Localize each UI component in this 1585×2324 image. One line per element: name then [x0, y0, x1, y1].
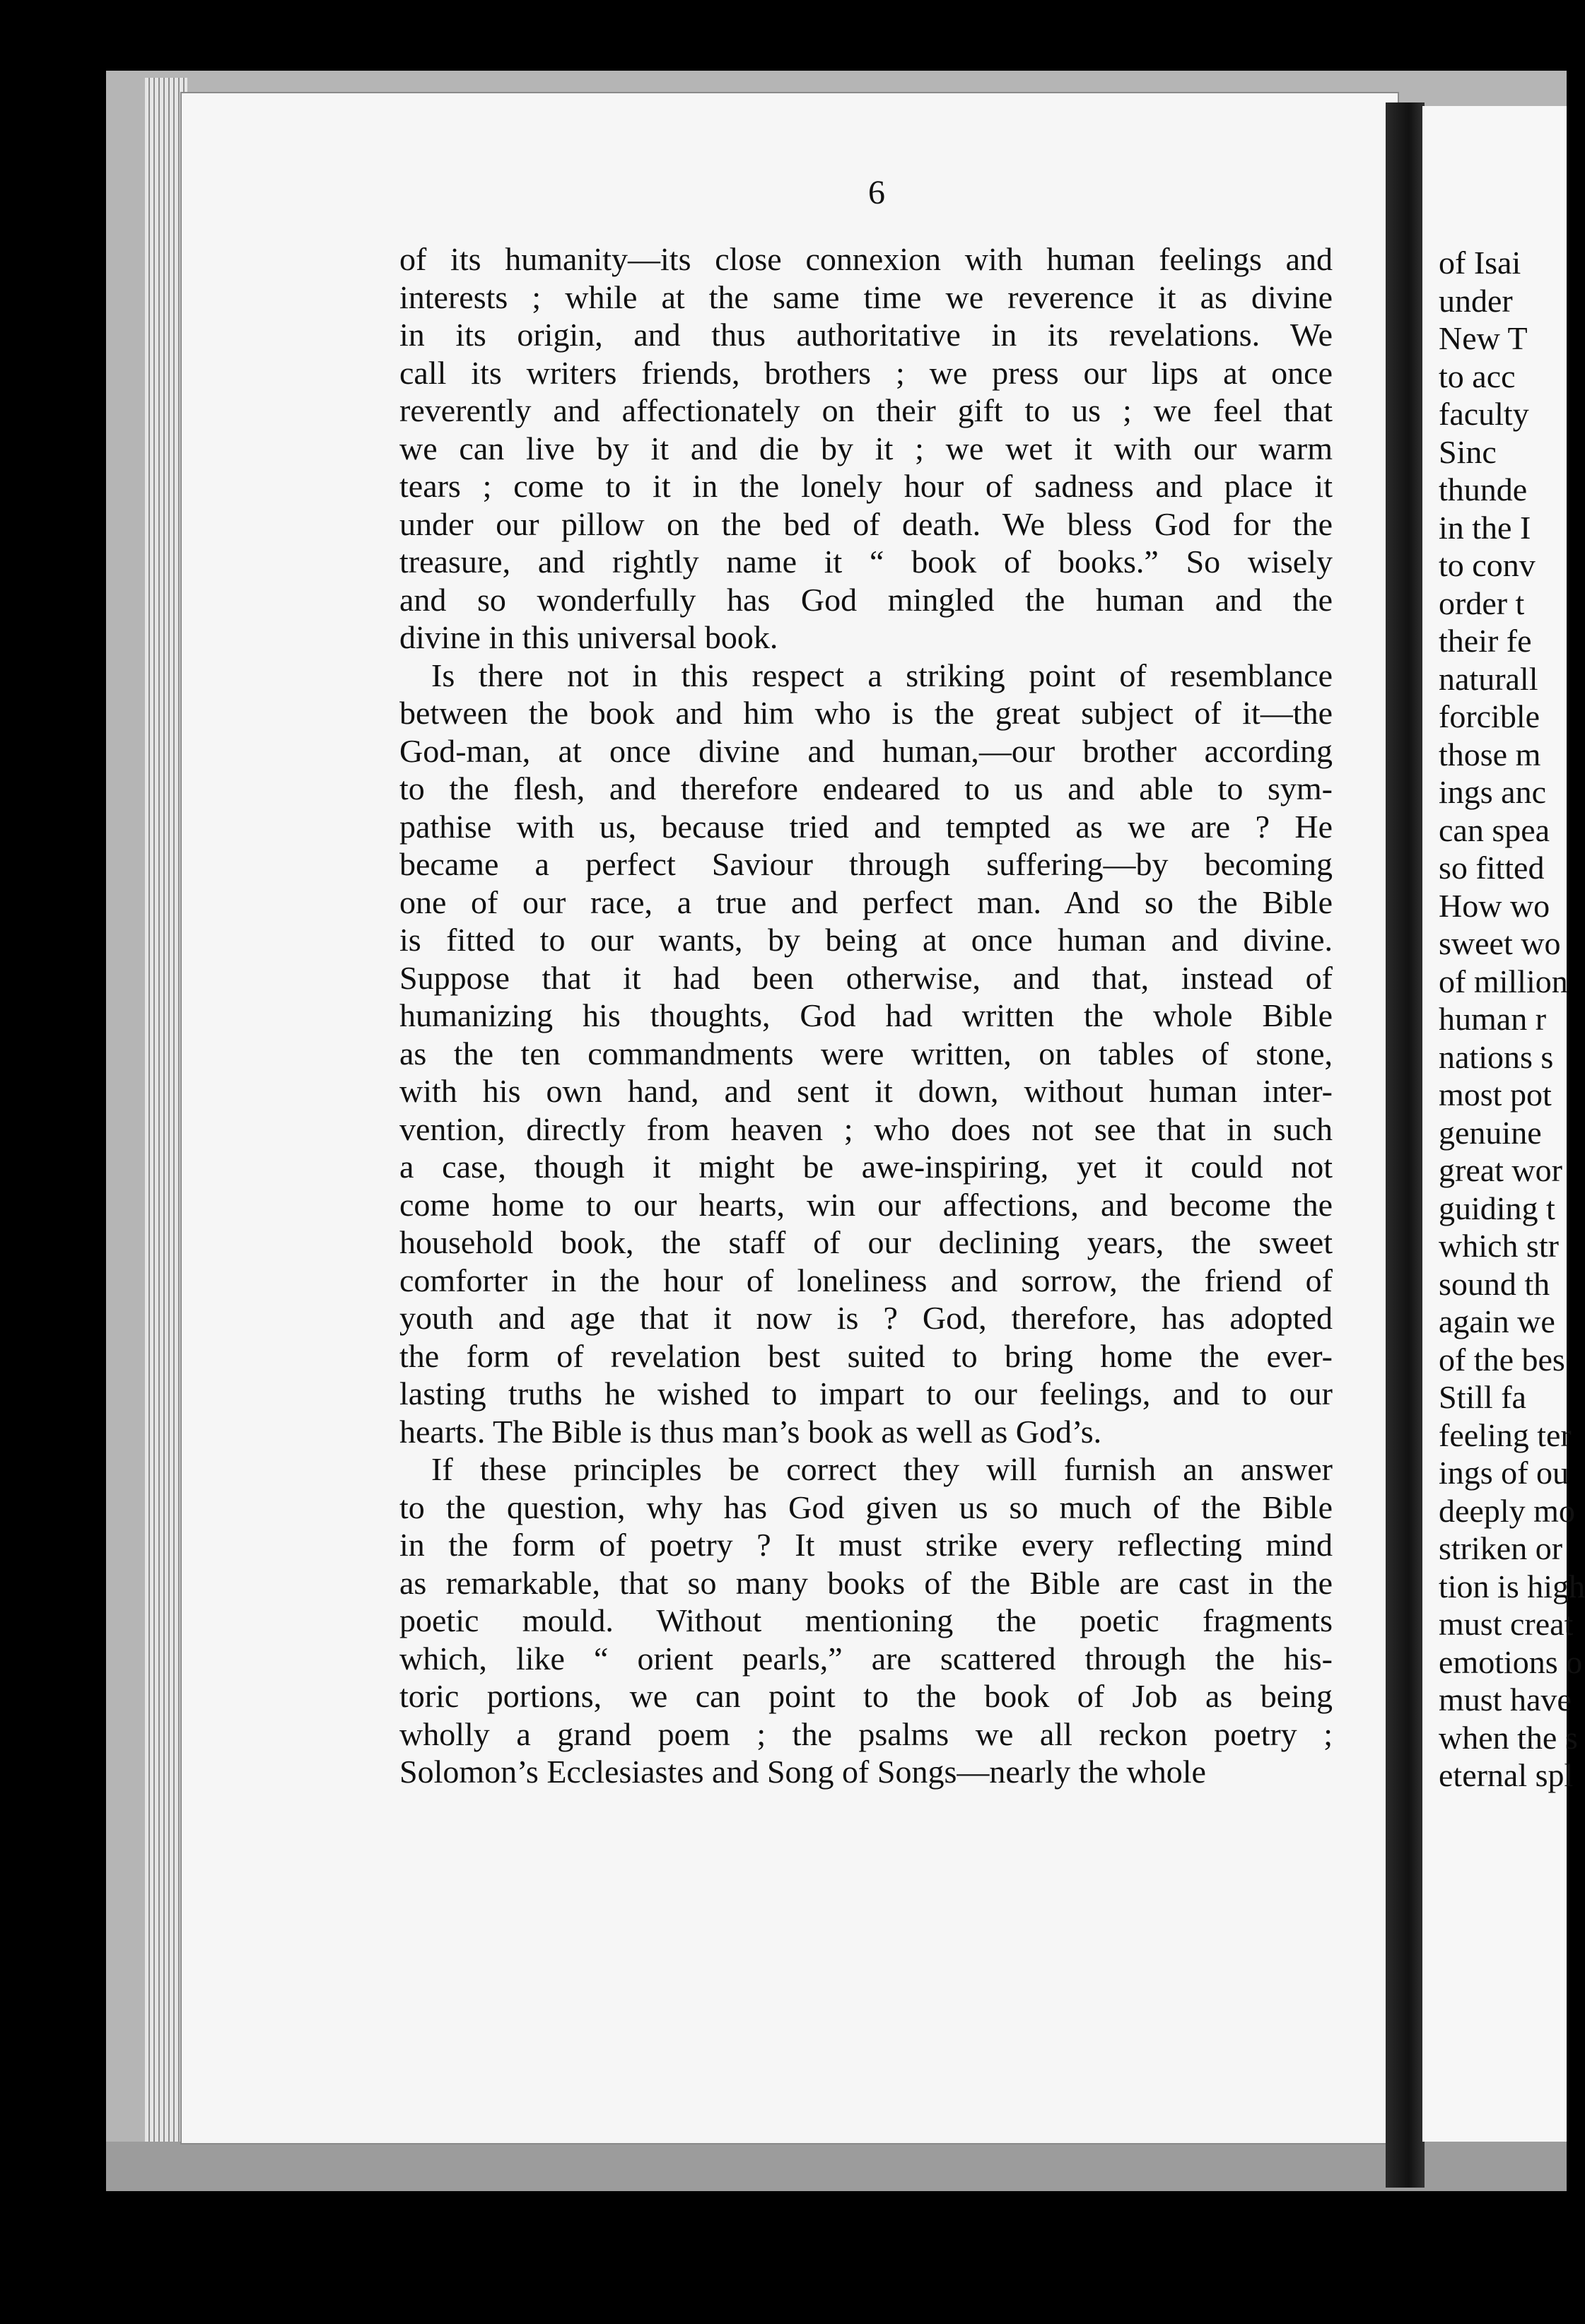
text-line: Sinc: [1439, 433, 1497, 470]
text-line: which str: [1439, 1228, 1559, 1264]
text-line: thunde: [1439, 471, 1528, 507]
text-line: Suppose that it had been otherwise, and that, instead of: [399, 959, 1333, 996]
text-line: can spea: [1439, 811, 1550, 848]
text-line: feeling ter: [1439, 1416, 1572, 1453]
text-line: nations s: [1439, 1038, 1554, 1075]
text-line: treasure, and rightly name it “ book of books.” So wisely: [399, 544, 1333, 580]
text-line: when the s: [1439, 1719, 1578, 1756]
text-line: between the book and him who is the great subject of it—the: [399, 695, 1333, 731]
text-line: Solomon’s Ecclesiastes and Song of Songs—nearly the whole: [399, 1754, 1206, 1790]
text-line: human r: [1439, 1001, 1547, 1037]
text-line: one of our race, a true and perfect man. And so the Bible: [399, 884, 1333, 920]
text-line: call its writers friends, brothers ; we press our lips at once: [399, 354, 1333, 391]
text-line: wholly a grand poem ; the psalms we all reckon poetry ;: [399, 1715, 1333, 1752]
text-line: naturall: [1439, 660, 1538, 697]
text-line: in its origin, and thus authoritative in its revelations. We: [399, 317, 1333, 353]
text-line: so fitted: [1439, 850, 1545, 886]
text-line: in the I: [1439, 509, 1531, 546]
text-line: vention, directly from heaven ; who does not see that in such: [399, 1110, 1333, 1147]
text-line: and so wonderfully has God mingled the human and the: [399, 581, 1333, 618]
text-line: of its humanity—its close connexion with human feelings and: [399, 241, 1333, 277]
book-bottom-edge: [106, 2142, 1567, 2191]
text-line: come home to our hearts, win our affections, and become the: [399, 1186, 1333, 1223]
text-line: toric portions, we can point to the book of Job as being: [399, 1678, 1333, 1714]
text-line: order t: [1439, 585, 1525, 621]
text-line: which, like “ orient pearls,” are scattered through the his-: [399, 1640, 1333, 1677]
text-line: of Isai: [1439, 245, 1521, 281]
text-line: reverently and affectionately on their gift to us ; we feel that: [399, 392, 1333, 428]
text-line: genuine: [1439, 1114, 1542, 1151]
text-line: faculty: [1439, 396, 1529, 432]
text-line: under: [1439, 282, 1513, 319]
text-line: is fitted to our wants, by being at once human and divine.: [399, 922, 1333, 958]
text-line: divine in this universal book.: [399, 619, 778, 655]
text-line: those m: [1439, 736, 1541, 773]
text-line: a case, though it might be awe-inspiring, yet it could not: [399, 1149, 1333, 1185]
page-number: 6: [868, 174, 885, 211]
text-line: must have: [1439, 1682, 1572, 1718]
text-line: Still fa: [1439, 1379, 1526, 1415]
text-line: interests ; while at the same time we reverence it as divine: [399, 278, 1333, 315]
text-line: tears ; come to it in the lonely hour of sadness and place it: [399, 468, 1333, 504]
right-page-cropped-text: [1439, 244, 1585, 1795]
text-line: great wor: [1439, 1152, 1562, 1188]
text-line: of the bes: [1439, 1341, 1565, 1378]
text-line: to conv: [1439, 547, 1536, 583]
text-line: striken or: [1439, 1530, 1563, 1566]
text-line: as the ten commandments were written, on tables of stone,: [399, 1035, 1333, 1072]
text-line: their fe: [1439, 623, 1532, 659]
text-line: household book, the staff of our declining years, the sweet: [399, 1224, 1333, 1260]
text-line: God-man, at once divine and human,—our brother according: [399, 732, 1333, 769]
text-line: the form of revelation best suited to bring home the ever-: [399, 1337, 1333, 1374]
text-line: emotions o: [1439, 1643, 1583, 1680]
text-line: poetic mould. Without mentioning the poetic fragments: [399, 1602, 1333, 1638]
text-line: lasting truths he wished to impart to our feelings, and to our: [399, 1375, 1333, 1412]
text-line: of million: [1439, 963, 1568, 999]
text-line: youth and age that it now is ? God, therefore, has adopted: [399, 1300, 1333, 1336]
text-line: in the form of poetry ? It must strike every reflecting mind: [399, 1527, 1333, 1563]
text-line: as remarkable, that so many books of the Bible are cast in the: [399, 1564, 1333, 1601]
text-line: sweet wo: [1439, 925, 1561, 961]
text-line: became a perfect Saviour through suffering—by becoming: [399, 846, 1333, 882]
text-line: forcible: [1439, 698, 1540, 734]
text-line: guiding t: [1439, 1190, 1555, 1226]
text-line: to the flesh, and therefore endeared to us and able to sym-: [399, 770, 1333, 806]
text-line: comforter in the hour of loneliness and sorrow, the friend of: [399, 1262, 1333, 1298]
text-line: How wo: [1439, 887, 1550, 924]
text-line: must creat: [1439, 1606, 1574, 1642]
text-line: ings of ou: [1439, 1455, 1569, 1491]
text-line: under our pillow on the bed of death. We bless God for the: [399, 505, 1333, 542]
text-line: most pot: [1439, 1076, 1552, 1113]
text-line: sound th: [1439, 1265, 1550, 1302]
text-line: hearts. The Bible is thus man’s book as well as God’s.: [399, 1413, 1102, 1450]
text-line: to the question, why has God given us so much of the Bible: [399, 1489, 1333, 1525]
text-line: we can live by it and die by it ; we wet it with our warm: [399, 430, 1333, 466]
text-line: with his own hand, and sent it down, without human inter-: [399, 1073, 1333, 1109]
text-line: ings anc: [1439, 774, 1547, 810]
text-line: tion is high: [1439, 1568, 1585, 1604]
text-line: If these principles be correct they will furnish an answer: [431, 1451, 1333, 1487]
book-gutter: [1386, 102, 1425, 2188]
text-line: pathise with us, because tried and tempted as we are ? He: [399, 808, 1333, 845]
text-line: again we: [1439, 1303, 1555, 1339]
text-line: eternal spl: [1439, 1757, 1574, 1793]
text-line: humanizing his thoughts, God had written the whole Bible: [399, 997, 1333, 1033]
text-line: New T: [1439, 320, 1528, 356]
left-page-body-text: [399, 240, 1333, 1791]
text-line: Is there not in this respect a striking point of resemblance: [431, 657, 1333, 693]
text-line: deeply mo: [1439, 1492, 1575, 1529]
text-line: to acc: [1439, 358, 1516, 394]
